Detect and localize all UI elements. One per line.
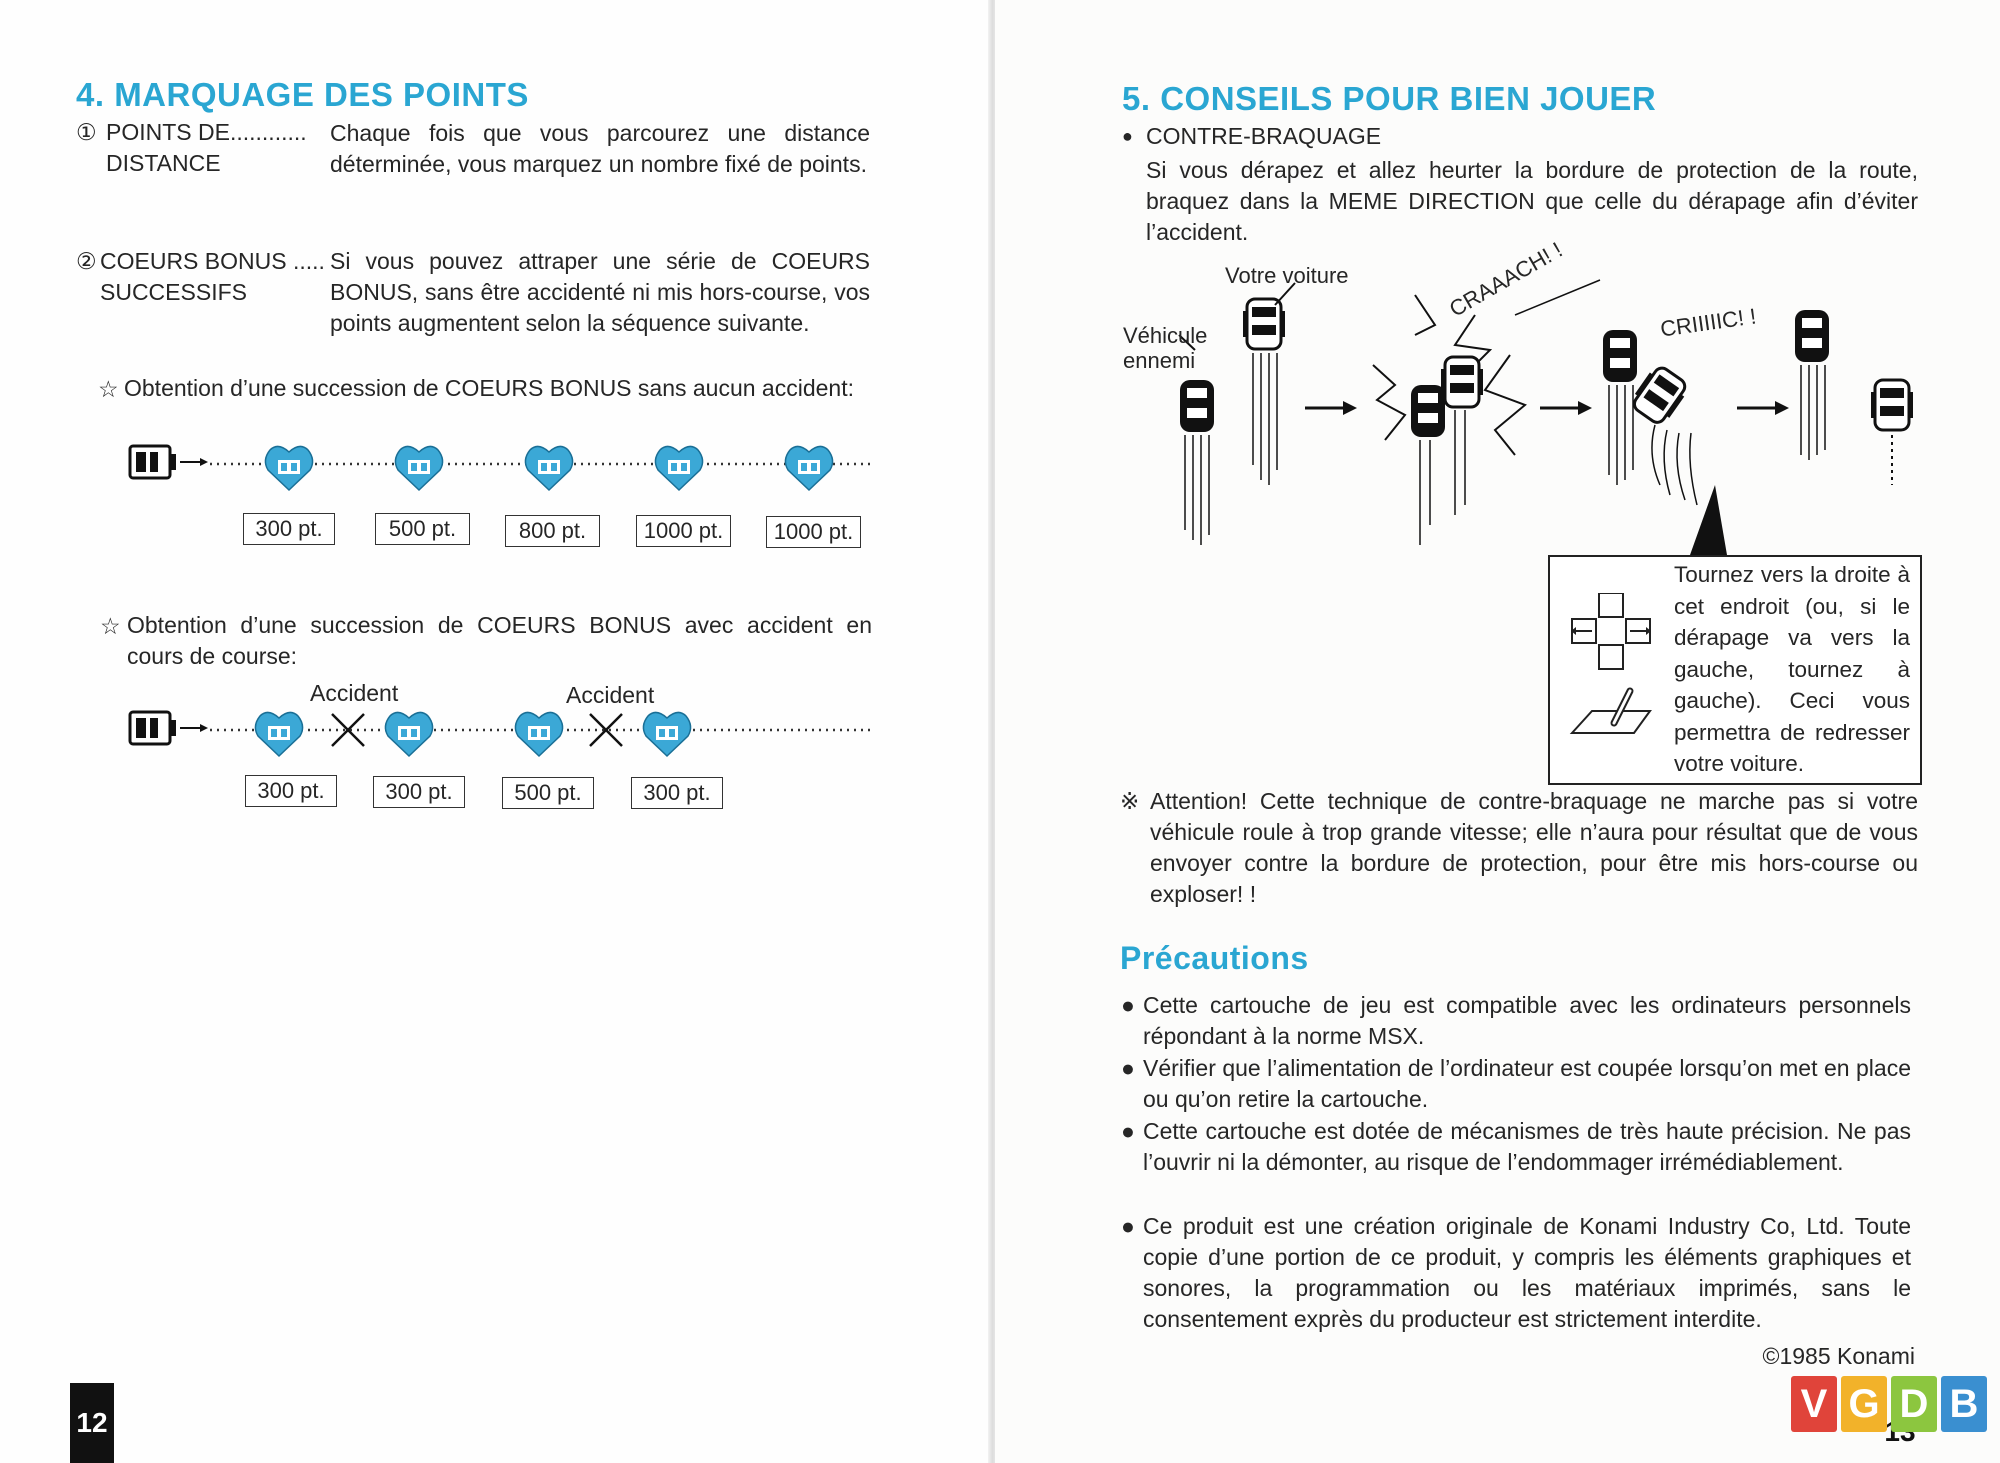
left-page [0, 0, 992, 1463]
item1-label-line1: POINTS DE............ [106, 119, 307, 145]
subhead-contre-braquage: CONTRE-BRAQUAGE [1146, 123, 1382, 149]
item1-label-line2: DISTANCE [106, 150, 221, 176]
accident-label-1: Accident [310, 680, 399, 706]
precaution-item-2: ● Vérifier que l’alimentation de l’ordinateur est coupée lorsqu’on met en place ou qu’on retire la cartouche. [1121, 1055, 1911, 1112]
subhead-bullet: ● [1122, 126, 1133, 146]
case2-star: ☆ [100, 613, 121, 639]
score-box-accident-4: 300 pt. [631, 777, 723, 809]
score-box-accident-2: 300 pt. [373, 776, 465, 808]
case1-star: ☆ [98, 376, 119, 402]
watermark-letter-b: B [1941, 1376, 1987, 1432]
score-box-accident-3: 500 pt. [502, 777, 594, 809]
score-box-1: 300 pt. [243, 513, 335, 545]
item1-number: ① [76, 119, 97, 145]
score-box-4: 1000 pt. [636, 515, 731, 547]
score-box-accident-1: 300 pt. [245, 775, 337, 807]
copyright: ©1985 Konami [1762, 1343, 1915, 1369]
watermark-letter-g: G [1841, 1376, 1887, 1432]
item2-number: ② [76, 248, 97, 274]
attention-mark: ※ [1120, 788, 1140, 814]
vgdb-watermark [1791, 1376, 1991, 1432]
watermark-letter-v: V [1791, 1376, 1837, 1432]
bonus-chain-no-accident [120, 430, 880, 500]
score-box-2: 500 pt. [375, 513, 470, 545]
precaution-item-1: ● Cette cartouche de jeu est compatible avec les ordinateurs personnels répondant à la norme MSX. [1121, 992, 1911, 1049]
score-box-3: 800 pt. [505, 515, 600, 547]
item1-description: Chaque fois que vous parcourez une distance déterminée, vous marquez un nombre fixé de points. [330, 120, 870, 177]
precaution-item-3: ● Cette cartouche est dotée de mécanismes de très haute précision. Ne pas l’ouvrir ni la démonter, au risque de l’endommager irrémédiablement. [1121, 1118, 1911, 1175]
tip-box [1548, 555, 1922, 785]
case2-text: Obtention d’une succession de COEURS BONUS avec accident en cours de course: [127, 612, 872, 669]
section-4-title: 4. MARQUAGE DES POINTS [76, 76, 529, 113]
item2-label-line1: COEURS BONUS ..... [100, 248, 325, 274]
score-box-5: 1000 pt. [766, 516, 861, 548]
attention-text: Attention! Cette technique de contre-braquage ne marche pas si votre véhicule roule à trop grande vitesse; elle n’aura pour résultat que de vous envoyer contre la bordure de protection, pour être mis hors-course ou exploser! ! [1150, 788, 1918, 907]
right-page [995, 0, 2000, 1463]
bonus-chain-with-accident [120, 696, 880, 766]
label-skid-sound: CRIIIIIC! ! [1658, 303, 1758, 342]
label-enemy-line2: ennemi [1123, 348, 1196, 373]
tip-box-text: Tournez vers la droite à cet endroit (ou, si le dérapage va vers la gauche, tournez à gauche). Ceci vous permettra de redresser votre voiture. [1674, 562, 1910, 776]
label-crash-sound: CRAAACH! ! [1445, 237, 1567, 322]
dpad-and-joystick-icon [1566, 593, 1656, 743]
item2-label-line2: SUCCESSIFS [100, 279, 247, 305]
label-enemy-line1: Véhicule [1123, 323, 1208, 348]
precaution-item-4: ● Ce produit est une création originale de Konami Industry Co, Ltd. Toute copie d’une portion de ce produit, y compris les éléments graphiques et sonores, la programmation ou les matériaux imprimés, sans le consentement exprès du producteur est strictement interdite. [1121, 1213, 1911, 1332]
section-5-title: 5. CONSEILS POUR BIEN JOUER [1122, 80, 1657, 117]
page-number-left: 12 [70, 1383, 114, 1463]
counter-steer-illustration [1115, 255, 1935, 555]
label-your-car: Votre voiture [1225, 263, 1349, 288]
accident-label-2: Accident [566, 682, 655, 708]
case1-text: Obtention d’une succession de COEURS BONUS sans aucun accident: [124, 375, 854, 401]
item2-description: Si vous pouvez attraper une série de COEURS BONUS, sans être accidenté ni mis hors-course, vos points augmentent selon la séquence suivante. [330, 248, 870, 336]
precautions-title: Précautions [1120, 940, 1309, 976]
watermark-letter-d: D [1891, 1376, 1937, 1432]
intro-text: Si vous dérapez et allez heurter la bordure de protection de la route, braquez dans la MEME DIRECTION que celle du dérapage afin d’éviter l’accident. [1146, 157, 1918, 245]
